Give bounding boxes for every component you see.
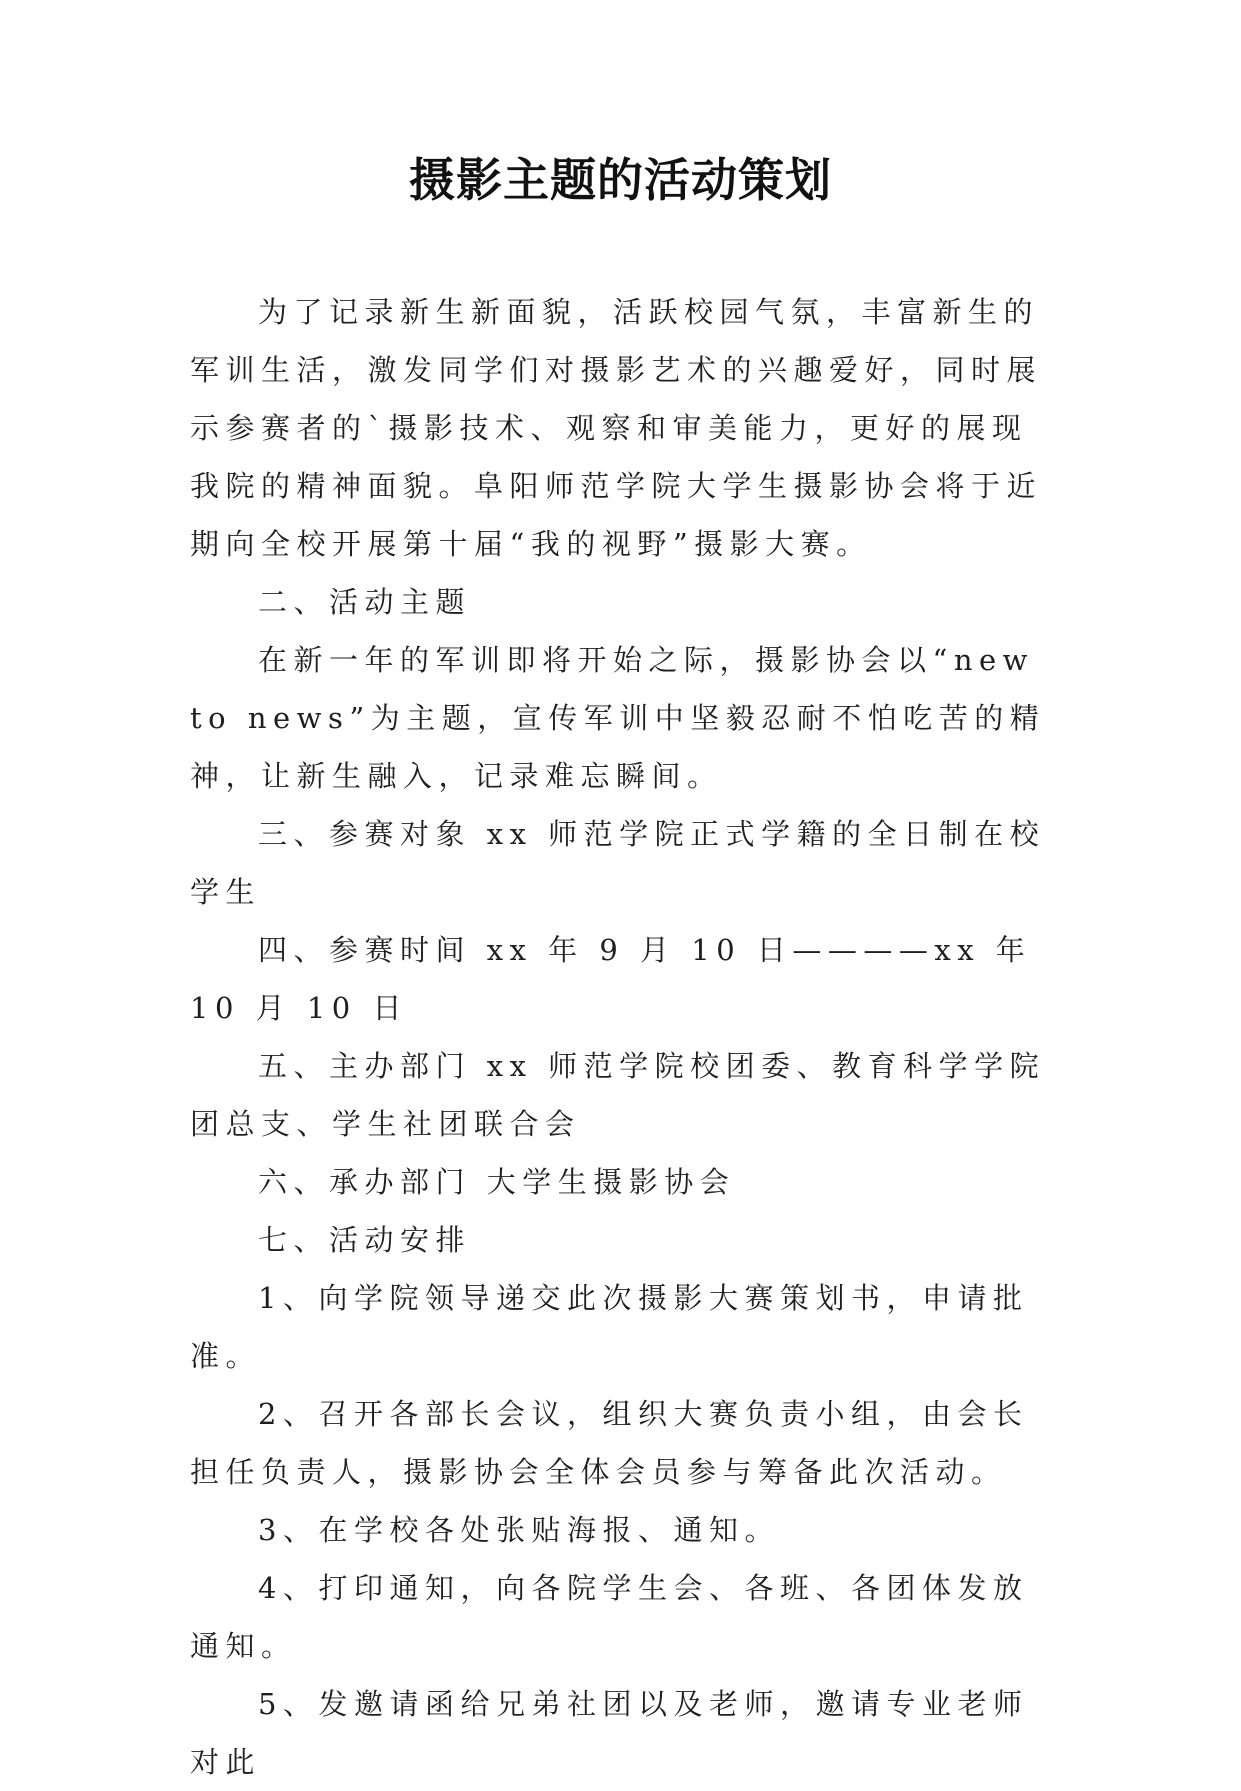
- organizer-line: 五、主办部门 xx 师范学院校团委、教育科学学院团总支、学生社团联合会: [190, 1049, 1046, 1141]
- document-title: 摄影主题的活动策划: [409, 153, 832, 207]
- schedule-item-2: 2、召开各部长会议，组织大赛负责小组，由会长担任负责人，摄影协会全体会员参与筹备此次活动。: [190, 1397, 1029, 1489]
- schedule-item-1: 1、向学院领导递交此次摄影大赛策划书，申请批准。: [190, 1281, 1029, 1373]
- schedule-item-3: 3、在学校各处张贴海报、通知。: [258, 1513, 780, 1547]
- schedule-item-5: 5、发邀请函给兄弟社团以及老师，邀请专业老师对此: [190, 1687, 1029, 1779]
- document-body: [190, 283, 1050, 1791]
- section-heading-schedule: 七、活动安排: [258, 1223, 472, 1257]
- intro-paragraph: 为了记录新生新面貌，活跃校园气氛，丰富新生的军训生活，激发同学们对摄影艺术的兴趣爱好，同时展示参赛者的`摄影技术、观察和审美能力，更好的展现我院的精神面貌。阜阳师范学院大学生摄影协会将于近期向全校开展第十届“我的视野”摄影大赛。: [190, 295, 1043, 561]
- section-heading-theme: 二、活动主题: [258, 585, 472, 619]
- participants-line: 三、参赛对象 xx 师范学院正式学籍的全日制在校学生: [190, 817, 1046, 909]
- contest-time-line: 四、参赛时间 xx 年 9 月 10 日————xx 年 10 月 10 日: [190, 933, 1032, 1025]
- schedule-item-4: 4、打印通知，向各院学生会、各班、各团体发放通知。: [190, 1571, 1029, 1663]
- theme-paragraph: 在新一年的军训即将开始之际，摄影协会以“new to news”为主题，宣传军训中坚毅忍耐不怕吃苦的精神，让新生融入，记录难忘瞬间。: [190, 643, 1046, 793]
- host-line: 六、承办部门 大学生摄影协会: [258, 1165, 736, 1199]
